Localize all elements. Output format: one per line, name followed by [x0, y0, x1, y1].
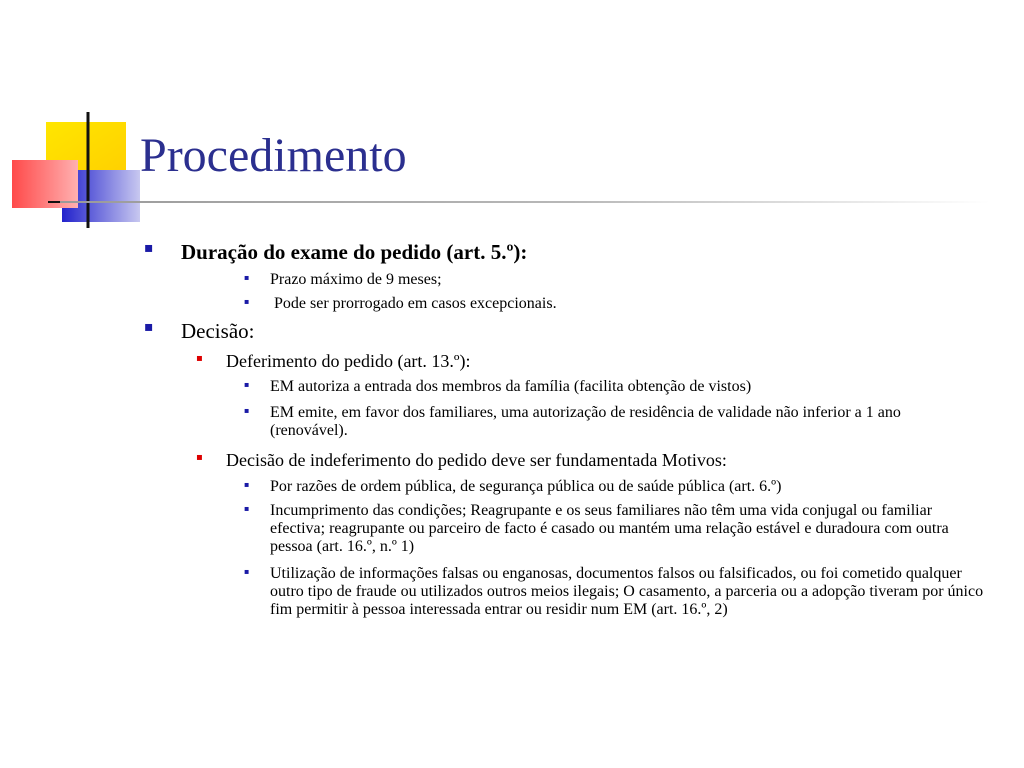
bullet-marker: ▪ [244, 406, 250, 415]
bullet-text: Duração do exame do pedido (art. 5.º): [181, 240, 528, 264]
slide-title: Procedimento [140, 129, 407, 182]
bullet-marker: ▪ [144, 240, 154, 256]
bullet-marker: ▪ [244, 297, 250, 306]
bullet-marker: ▪ [244, 480, 250, 489]
bullet-text: Deferimento do pedido (art. 13.º): [226, 351, 471, 371]
bullet-marker: ▪ [144, 319, 154, 335]
bullet-marker: ▪ [244, 567, 250, 576]
bullet-text: Decisão: [181, 319, 255, 343]
bullet-marker: ▪ [244, 380, 250, 389]
bullet-text: Utilização de informações falsas ou enganosas, documentos falsos ou falsificados, ou foi cometido qualquer outro tipo de fraude ou utilizados outros meios ilegais; O casamento, a parceria ou a adopção tiveram por único fim permitir à pessoa interessada entrar ou residir num EM (art. 16.º, 2) [270, 565, 984, 618]
bullet-marker: ▪ [244, 504, 250, 513]
title-divider [60, 201, 990, 203]
bullet-marker: ▪ [196, 353, 203, 364]
bullet-marker: ▪ [244, 273, 250, 282]
bullet-marker: ▪ [196, 452, 203, 463]
bullet-text: Prazo máximo de 9 meses; [270, 271, 442, 288]
bullet-text: Incumprimento das condições; Reagrupante e os seus familiares não têm uma vida conjugal ou familiar efectiva; reagrupante ou parceiro de facto é casado ou mantém uma relação estável e duradoura com outra pessoa (art. 16.º, n.º 1) [270, 502, 949, 555]
bullet-text: Pode ser prorrogado em casos excepcionais. [270, 295, 557, 312]
bullet-text: EM emite, em favor dos familiares, uma autorização de residência de validade não inferior a 1 ano (renovável). [270, 404, 901, 439]
bullet-text: EM autoriza a entrada dos membros da família (facilita obtenção de vistos) [270, 378, 752, 395]
bullet-text: Decisão de indeferimento do pedido deve ser fundamentada Motivos: [226, 450, 727, 470]
bullet-text: Por razões de ordem pública, de segurança pública ou de saúde pública (art. 6.º) [270, 478, 782, 495]
slide-logo-decoration [0, 0, 160, 240]
